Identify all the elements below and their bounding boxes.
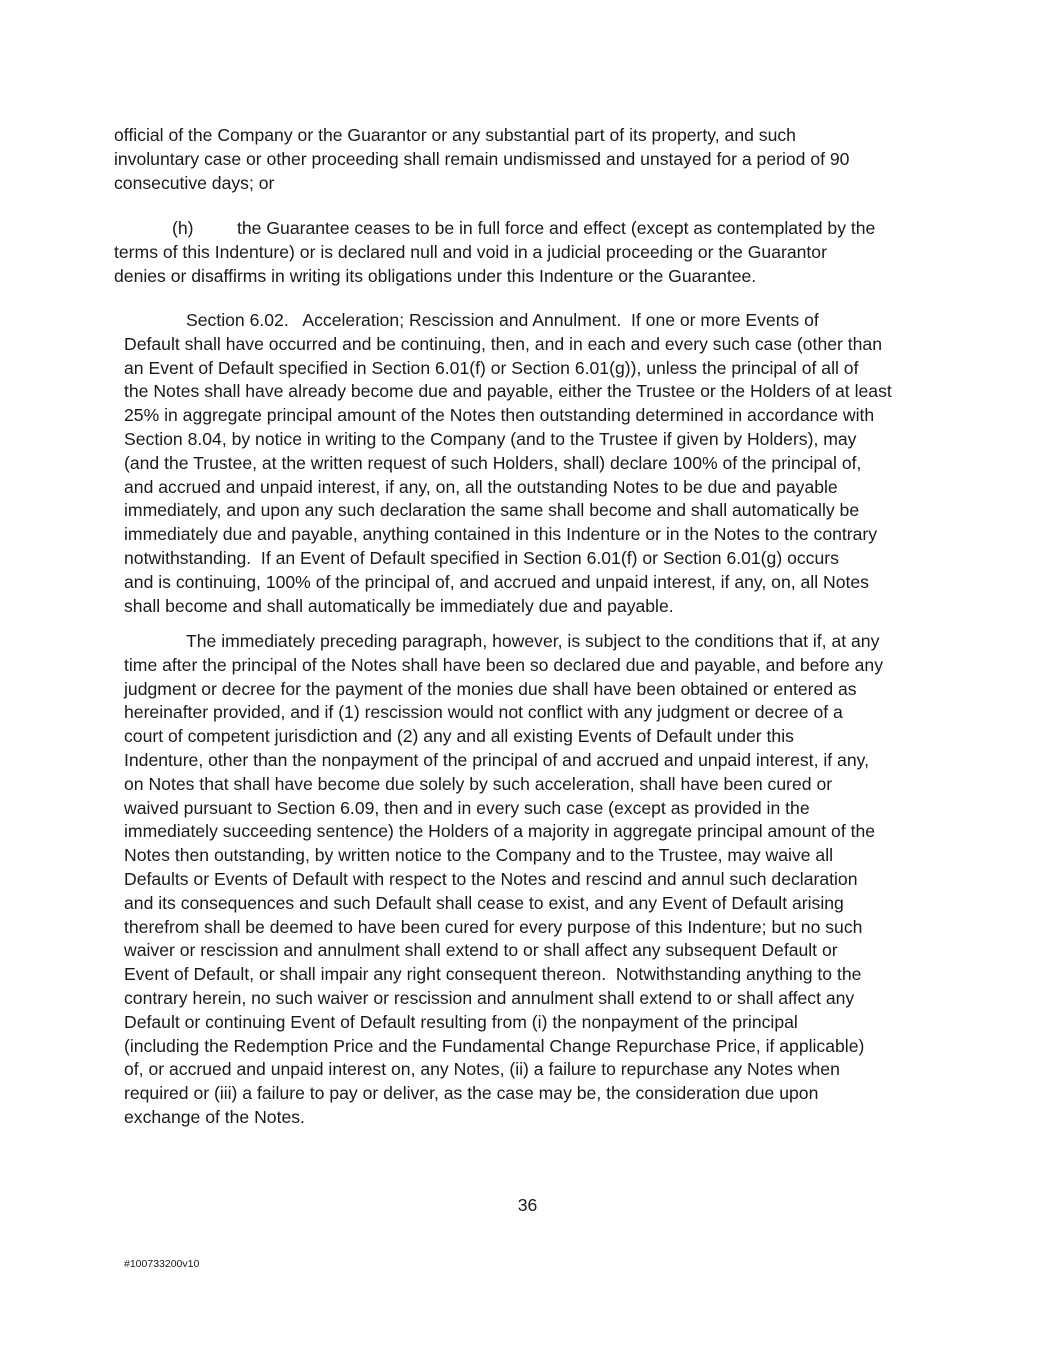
text-line: hereinafter provided, and if (1) rescission would not conflict with any judgment or decree of a	[124, 702, 843, 723]
text-line-content: The immediately preceding paragraph, however, is subject to the conditions that if, at any	[186, 631, 880, 651]
text-line: 25% in aggregate principal amount of the Notes then outstanding determined in accordance with	[124, 405, 875, 426]
text-line: court of competent jurisdiction and (2) any and all existing Events of Default under this	[124, 726, 794, 747]
text-line	[124, 309, 892, 333]
section-6-02-paragraph	[124, 309, 892, 618]
text-line: Indenture, other than the nonpayment of the principal of and accrued and unpaid interest, if any,	[124, 749, 869, 770]
text-line: the Notes shall have already become due and payable, either the Trustee or the Holders of at least	[124, 381, 892, 402]
text-line: Notes then outstanding, by written notice to the Company and to the Trustee, may waive all	[124, 845, 834, 866]
document-id-footer: #100733200v10	[124, 1258, 200, 1270]
text-line: exchange of the Notes.	[124, 1106, 305, 1127]
section-heading-line: Section 6.02. Acceleration; Rescission and Annulment. If one or more Events of	[186, 310, 819, 330]
text-line: of, or accrued and unpaid interest on, any Notes, (ii) a failure to repurchase any Notes when	[124, 1059, 840, 1080]
text-line-content: the Guarantee ceases to be in full force and effect (except as contemplated by the	[237, 218, 876, 238]
text-line: immediately succeeding sentence) the Holders of a majority in aggregate principal amount of the	[124, 821, 876, 842]
text-line: Defaults or Events of Default with respect to the Notes and rescind and annul such declaration	[124, 868, 858, 889]
text-line: an Event of Default specified in Section 6.01(f) or Section 6.01(g)), unless the principal of all of	[124, 357, 859, 378]
text-line: therefrom shall be deemed to have been cured for every purpose of this Indenture; but no such	[124, 916, 863, 937]
text-line: consecutive days; or	[114, 172, 275, 193]
text-line	[124, 630, 883, 654]
text-line: Default or continuing Event of Default resulting from (i) the nonpayment of the principal	[124, 1011, 798, 1032]
text-line: official of the Company or the Guarantor or any substantial part of its property, and such	[114, 125, 796, 145]
text-line: on Notes that shall have become due solely by such acceleration, shall have been cured or	[124, 773, 833, 794]
text-line: Default shall have occurred and be continuing, then, and in each and every such case (other than	[124, 333, 883, 354]
text-line: required or (iii) a failure to pay or deliver, as the case may be, the consideration due upon	[124, 1083, 819, 1104]
text-line: immediately, and upon any such declaration the same shall become and shall automatically be	[124, 500, 860, 521]
page-number: 36	[517, 1195, 538, 1215]
text-line: and its consequences and such Default shall cease to exist, and any Event of Default arising	[124, 892, 844, 913]
text-line: involuntary case or other proceeding shall remain undismissed and unstayed for a period of 90	[114, 148, 850, 169]
text-line: waived pursuant to Section 6.09, then and in every such case (except as provided in the	[124, 797, 810, 818]
text-line: shall become and shall automatically be immediately due and payable.	[124, 595, 674, 616]
clause-label: (h)	[172, 218, 194, 238]
text-line: Section 8.04, by notice in writing to the Company (and to the Trustee if given by Holders), may	[124, 428, 857, 449]
text-line: judgment or decree for the payment of the monies due shall have been obtained or entered as	[124, 678, 857, 699]
text-line: (and the Trustee, at the written request of such Holders, shall) declare 100% of the principal of,	[124, 452, 862, 473]
text-line: notwithstanding. If an Event of Default specified in Section 6.01(f) or Section 6.01(g) occurs	[124, 547, 839, 568]
text-line: Event of Default, or shall impair any right consequent thereon. Notwithstanding anything to the	[124, 964, 862, 985]
text-line: terms of this Indenture) or is declared null and void in a judicial proceeding or the Guarantor	[114, 241, 827, 262]
text-line: (including the Redemption Price and the Fundamental Change Repurchase Price, if applicable)	[124, 1035, 865, 1056]
rescission-paragraph	[124, 630, 883, 1130]
text-line: and accrued and unpaid interest, if any, on, all the outstanding Notes to be due and payable	[124, 476, 838, 497]
text-line: contrary herein, no such waiver or rescission and annulment shall extend to or shall affect any	[124, 987, 855, 1008]
paragraph-continuation	[114, 124, 849, 195]
paragraph-h	[114, 217, 875, 288]
text-line	[114, 217, 875, 241]
text-line: waiver or rescission and annulment shall extend to or shall affect any subsequent Default or	[124, 940, 838, 961]
text-line: and is continuing, 100% of the principal of, and accrued and unpaid interest, if any, on, all Notes	[124, 571, 869, 592]
text-line: time after the principal of the Notes shall have been so declared due and payable, and before any	[124, 654, 883, 675]
text-line: immediately due and payable, anything contained in this Indenture or in the Notes to the contrary	[124, 524, 878, 545]
text-line: denies or disaffirms in writing its obligations under this Indenture or the Guarantee.	[114, 265, 757, 286]
